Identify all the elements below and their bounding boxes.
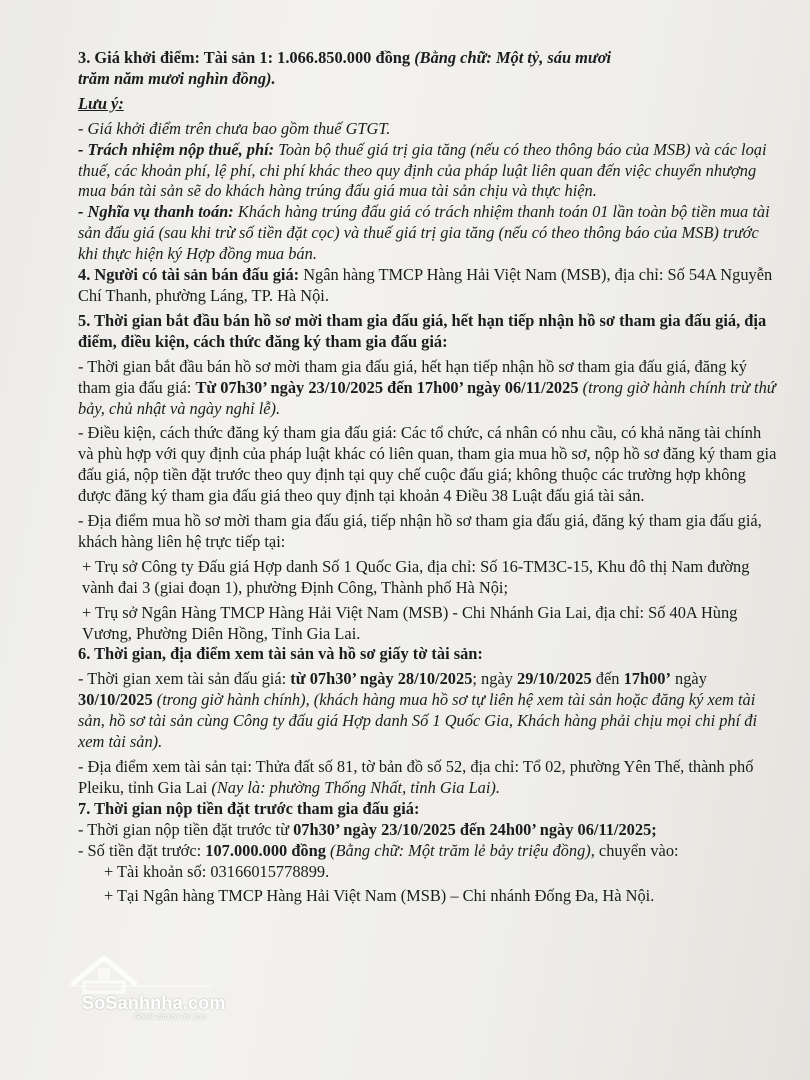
starting-price-words-cont: trăm năm mươi nghìn đồng). [78, 68, 276, 88]
section-4 [78, 265, 778, 307]
section-5a-dates: Từ 07h30’ ngày 23/10/2025 đến 17h00’ ngày 06/11/2025 [195, 377, 579, 397]
section-6a-from: từ 07h30’ ngày 28/10/2025 [290, 669, 473, 689]
note-payment-label: - Nghĩa vụ thanh toán: [78, 202, 234, 222]
section-6-heading: 6. Thời gian, địa điểm xem tài sản và hồ sơ giấy tờ tài sản: [78, 644, 483, 664]
section-5c-location-2: + Trụ sở Ngân Hàng TMCP Hàng Hải Việt Nam (MSB) - Chi Nhánh Gia Lai, địa chỉ: Số 40A Hùng Vương, Phường Diên Hồng, Tỉnh Gia Lai. [82, 602, 738, 643]
section-5b: - Điều kiện, cách thức đăng ký tham gia đấu giá: Các tổ chức, cá nhân có nhu cầu, có khả năng tài chính và phù hợp với quy định của pháp luật khác có liên quan, tham gia mua hồ sơ, nộp hồ sơ đăng ký tham gia đấu giá, nộp tiền đặt trước theo quy định tại quy chế cuộc đấu giá; không thuộc các trường hợp không được đăng ký tham gia đấu giá theo quy định tại khoản 4 Điều 38 Luật đấu giá tài sản. [78, 423, 777, 506]
note-tax-responsibility [78, 140, 778, 203]
section-7-bank: + Tại Ngân hàng TMCP Hàng Hải Việt Nam (MSB) – Chi nhánh Đống Đa, Hà Nội. [104, 886, 655, 906]
section-6a-sep2: đến [591, 669, 624, 689]
section-7b-end: , chuyển vào: [590, 840, 679, 860]
section-7a-dates: 07h30’ ngày 23/10/2025 đến 24h00’ ngày 06/11/2025; [293, 819, 657, 839]
section-7b-amount: 107.000.000 đồng [205, 840, 326, 860]
section-6a-date3: 30/10/2025 [78, 690, 153, 710]
starting-price-words: (Bằng chữ: Một tỷ, sáu mươi [414, 48, 612, 67]
document-body [78, 48, 778, 907]
section-6a [78, 669, 778, 753]
section-6a-date2: 29/10/2025 [517, 669, 592, 689]
section-7b-words: (Bằng chữ: Một trăm lẻ bảy triệu đồng) [325, 840, 591, 860]
section-7-account: + Tài khoản số: 03166015778899. [104, 861, 330, 881]
note-tax-text: Toàn bộ thuế giá trị gia tăng (nếu có theo thông báo của MSB) và các loại thuế, các khoản phí, lệ phí, chi phí khác theo quy định của pháp luật liên quan đến việc chuyển nhượng mua bán tài sản sẽ do khách hàng trúng đấu giá mua tài sản chịu và thực hiện. [78, 139, 767, 201]
section-5a-text: - Thời gian bắt đầu bán hồ sơ mời tham gia đấu giá, hết hạn tiếp nhận hồ sơ tham gia đấu giá, đăng ký tham gia đấu giá: [78, 356, 747, 397]
section-4-text: Ngân hàng TMCP Hàng Hải Việt Nam (MSB), địa chỉ: Số 54A Nguyễn Chí Thanh, phường Láng, TP. Hà Nội. [78, 265, 773, 305]
section-6a-sep3: ngày [670, 669, 707, 689]
section-6b [78, 757, 778, 799]
section-7a-text: - Thời gian nộp tiền đặt trước từ [78, 819, 294, 839]
section-6a-time: 17h00’ [623, 669, 671, 689]
note-tax-label: - Trách nhiệm nộp thuế, phí: [78, 139, 275, 159]
starting-price-bold: 3. Giá khởi điểm: Tài sản 1: 1.066.850.000 đồng [78, 48, 415, 67]
note-payment [78, 202, 778, 265]
section-5-heading: 5. Thời gian bắt đầu bán hồ sơ mời tham gia đấu giá, hết hạn tiếp nhận hồ sơ tham gia đấu giá, địa điểm, điều kiện, cách thức đăng ký tham gia đấu giá: [78, 310, 767, 351]
section-7-heading: 7. Thời gian nộp tiền đặt trước tham gia đấu giá: [78, 798, 420, 818]
section-7b-text: - Số tiền đặt trước: [78, 840, 206, 860]
section-6b-text: - Địa điểm xem tài sản tại: Thửa đất số 81, tờ bản đồ số 52, địa chỉ: Tổ 02, phường Yên Thế, thành phố Pleiku, tỉnh Gia Lai [78, 757, 754, 797]
section-6a-sep: ; ngày [472, 669, 518, 689]
section-5a-note: (trong giờ hành chính trừ thứ bảy, chủ nhật và ngày nghỉ lễ). [78, 377, 776, 418]
section-5c: - Địa điểm mua hồ sơ mời tham gia đấu giá, tiếp nhận hồ sơ tham gia đấu giá, đăng ký tham gia đấu giá, khách hàng liên hệ trực tiếp tại: [78, 511, 762, 551]
section-7a [78, 820, 778, 841]
section-6b-note: (Nay là: phường Thống Nhất, tỉnh Gia Lai). [211, 777, 500, 797]
section-7b [78, 841, 778, 862]
note-payment-text: Khách hàng trúng đấu giá có trách nhiệm thanh toán 01 lần toàn bộ tiền mua tài sản đấu giá (sau khi trừ số tiền đặt cọc) và thuế giá trị gia tăng (nếu có theo thông báo của MSB) trước khi thực hiện ký Hợp đồng mua bán. [78, 202, 770, 264]
starting-price-line [78, 48, 778, 69]
note-vat: - Giá khởi điểm trên chưa bao gồm thuế GTGT. [78, 118, 391, 138]
watermark-tagline: Great choice for you [134, 1012, 207, 1021]
note-heading: Lưu ý: [78, 93, 124, 113]
section-5c-location-1: + Trụ sở Công ty Đấu giá Hợp danh Số 1 Quốc Gia, địa chỉ: Số 16-TM3C-15, Khu đô thị Nam đường vành đai 3 (giai đoạn 1), phường Định Công, Thành phố Hà Nội; [82, 556, 750, 597]
watermark-brand: SoSanhnha.com [82, 993, 226, 1013]
section-6a-text: - Thời gian xem tài sản đấu giá: [78, 669, 291, 689]
section-6a-note: (trong giờ hành chính), (khách hàng mua hồ sơ tự liên hệ xem tài sản hoặc đăng ký xem tài sản, hồ sơ tài sản cùng Công ty đấu giá Hợp danh Số 1 Quốc Gia, Khách hàng phải chịu mọi chi phí đi xem tài sản). [78, 690, 758, 752]
section-4-label: 4. Người có tài sản bán đấu giá: [78, 265, 300, 285]
section-5a [78, 357, 778, 420]
